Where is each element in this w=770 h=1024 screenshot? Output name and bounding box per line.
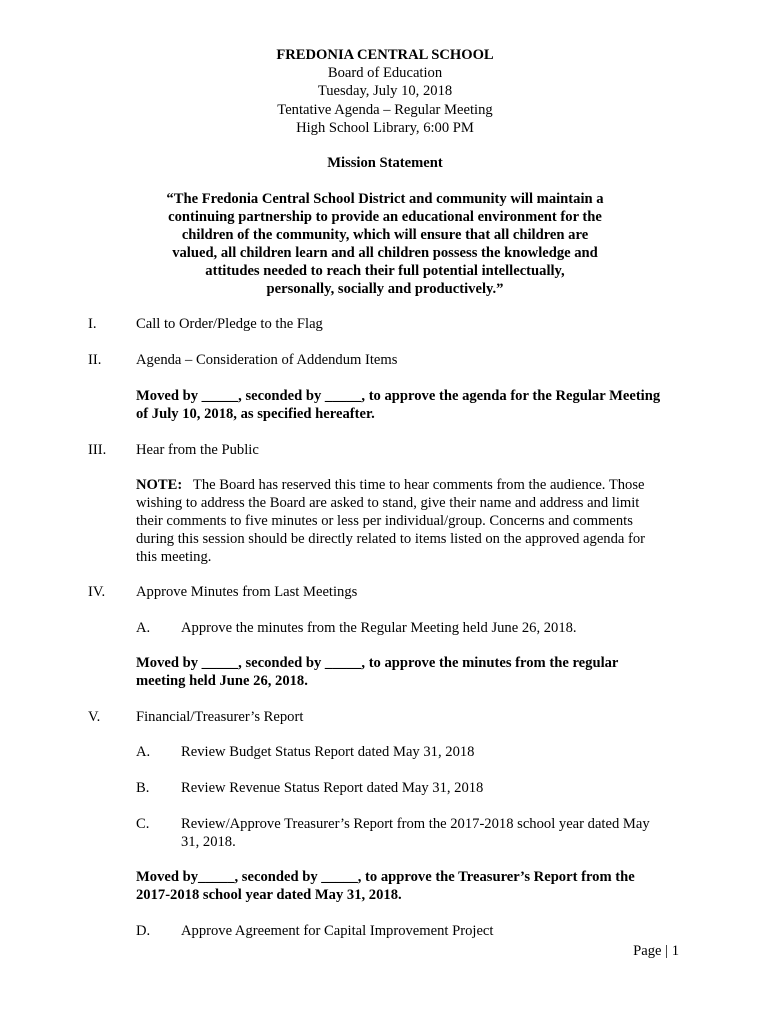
mission-statement bbox=[150, 190, 620, 298]
meeting-location: High School Library, 6:00 PM bbox=[296, 119, 474, 136]
motion-line: Moved by_____, seconded by _____, to approve the Treasurer’s Report from the bbox=[136, 869, 635, 885]
mission-line: valued, all children learn and all children possess the knowledge and bbox=[172, 245, 598, 261]
section-1-title: Call to Order/Pledge to the Flag bbox=[136, 316, 323, 332]
c-text-line: Review/Approve Treasurer’s Report from the 2017-2018 school year dated May bbox=[181, 816, 650, 832]
note-line: their comments to five minutes or less per individual/group. Concerns and comments bbox=[136, 513, 633, 529]
section-1-number: I. bbox=[88, 316, 97, 332]
section-5-b-text: Review Revenue Status Report dated May 31, 2018 bbox=[181, 780, 484, 796]
section-2-number: II. bbox=[88, 352, 102, 368]
section-3-number: III. bbox=[88, 442, 107, 458]
mission-line: continuing partnership to provide an educational environment for the bbox=[168, 209, 602, 225]
mission-line: personally, socially and productively.” bbox=[266, 281, 504, 297]
motion-line: meeting held June 26, 2018. bbox=[136, 673, 308, 689]
note-line: The Board has reserved this time to hear comments from the audience. Those bbox=[192, 477, 645, 493]
mission-title: Mission Statement bbox=[327, 155, 443, 171]
agenda-title: Tentative Agenda – Regular Meeting bbox=[277, 101, 493, 118]
section-4-a-text: Approve the minutes from the Regular Meeting held June 26, 2018. bbox=[181, 620, 577, 636]
section-5-d-text: Approve Agreement for Capital Improvement Project bbox=[181, 923, 494, 939]
public-comment-note bbox=[136, 476, 686, 566]
section-4-motion bbox=[136, 654, 686, 690]
section-5-d-letter: D. bbox=[136, 923, 151, 939]
section-5-a-text: Review Budget Status Report dated May 31, 2018 bbox=[181, 744, 475, 760]
document-header bbox=[0, 46, 770, 137]
section-5-motion bbox=[136, 868, 686, 904]
section-5-c-text bbox=[181, 815, 681, 851]
note-line: during this session should be directly related to items listed on the approved agenda for bbox=[136, 531, 646, 547]
section-4-number: IV. bbox=[88, 584, 106, 600]
section-5-b-letter: B. bbox=[136, 780, 150, 796]
page-number: Page | 1 bbox=[633, 943, 679, 959]
motion-line: Moved by _____, seconded by _____, to approve the minutes from the regular bbox=[136, 655, 619, 671]
section-2-motion bbox=[136, 387, 686, 423]
section-3-title: Hear from the Public bbox=[136, 442, 259, 458]
mission-line: “The Fredonia Central School District and community will maintain a bbox=[166, 191, 604, 207]
motion-line: of July 10, 2018, as specified hereafter. bbox=[136, 406, 375, 422]
mission-line: attitudes needed to reach their full potential intellectually, bbox=[205, 263, 565, 279]
section-4-a-letter: A. bbox=[136, 620, 151, 636]
mission-line: children of the community, which will ensure that all children are bbox=[181, 227, 589, 243]
section-5-title: Financial/Treasurer’s Report bbox=[136, 709, 304, 725]
section-4-title: Approve Minutes from Last Meetings bbox=[136, 584, 358, 600]
note-label: NOTE: bbox=[136, 477, 183, 493]
motion-line: 2017-2018 school year dated May 31, 2018. bbox=[136, 887, 402, 903]
meeting-date: Tuesday, July 10, 2018 bbox=[317, 83, 453, 100]
note-line: wishing to address the Board are asked to stand, give their name and address and limit bbox=[136, 495, 640, 511]
section-5-a-letter: A. bbox=[136, 744, 151, 760]
note-line: this meeting. bbox=[136, 549, 212, 565]
section-5-c-letter: C. bbox=[136, 816, 150, 832]
section-5-number: V. bbox=[88, 709, 101, 725]
school-name: FREDONIA CENTRAL SCHOOL bbox=[276, 47, 494, 63]
board-name: Board of Education bbox=[327, 65, 443, 82]
motion-line: Moved by _____, seconded by _____, to approve the agenda for the Regular Meeting bbox=[136, 388, 661, 404]
section-2-title: Agenda – Consideration of Addendum Items bbox=[136, 352, 398, 368]
c-text-line: 31, 2018. bbox=[181, 834, 236, 850]
